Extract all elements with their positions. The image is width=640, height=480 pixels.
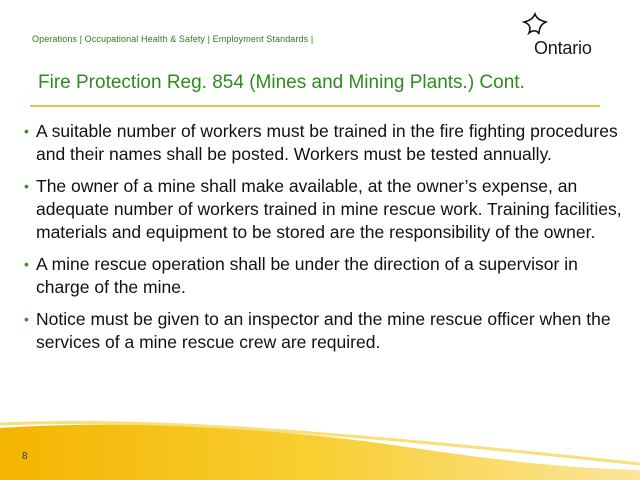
bullet-item: [24, 253, 624, 299]
logo-text: Ontario: [534, 38, 592, 58]
bullet-text: Notice must be given to an inspector and the mine rescue officer when the services of a mine rescue crew are required.: [36, 309, 611, 352]
bullet-item: [24, 120, 624, 166]
page-number: 8: [22, 451, 28, 462]
slide-title: Fire Protection Reg. 854 (Mines and Mining Plants.) Cont.: [38, 72, 525, 93]
footer-wave: [0, 420, 640, 480]
bullet-icon: •: [24, 311, 29, 327]
breadcrumb: Operations | Occupational Health & Safety | Employment Standards |: [32, 34, 314, 44]
bullet-icon: •: [24, 178, 29, 194]
bullet-item: [24, 175, 624, 244]
bullet-icon: •: [24, 256, 29, 272]
bullet-icon: •: [24, 123, 29, 139]
trillium-icon: [522, 12, 548, 38]
bullet-list: [24, 120, 624, 363]
ontario-logo: [508, 12, 628, 58]
bullet-item: [24, 308, 624, 354]
bullet-text: A mine rescue operation shall be under the direction of a supervisor in charge of the mine.: [36, 254, 578, 297]
bullet-text: A suitable number of workers must be trained in the fire fighting procedures and their names shall be posted. Workers must be tested annually.: [36, 121, 618, 164]
bullet-text: The owner of a mine shall make available, at the owner’s expense, an adequate number of workers trained in mine rescue work. Training facilities, materials and equipment to be stored are the responsibility of the owner.: [36, 176, 622, 242]
title-divider: [30, 105, 600, 107]
